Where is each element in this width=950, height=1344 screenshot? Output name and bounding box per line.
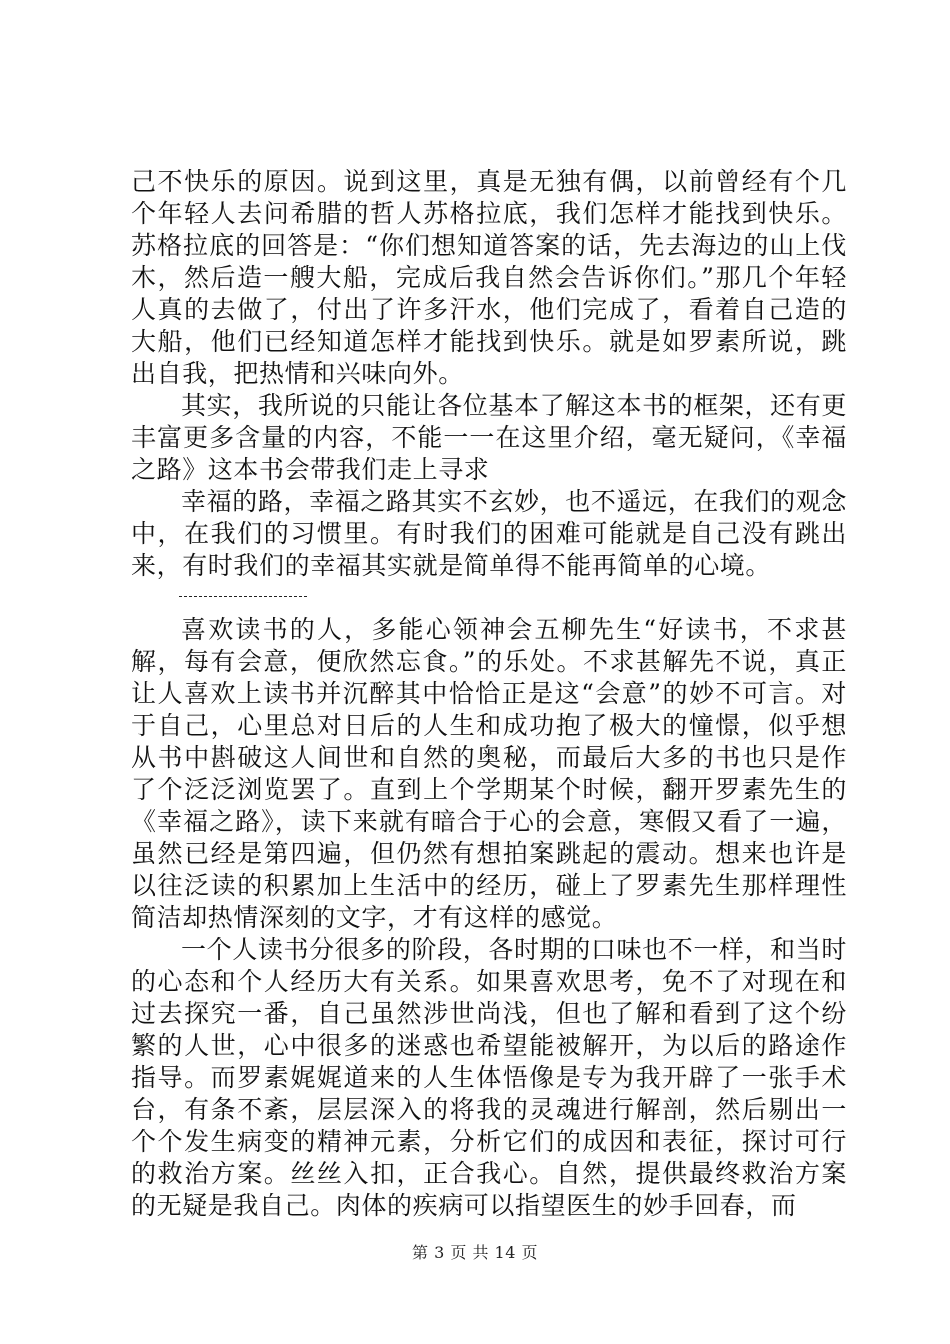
paragraph-book-intro: 其实，我所说的只能让各位基本了解这本书的框架，还有更丰富更多含量的内容，不能一一在这里介绍，毫无疑问，《幸福之路》这本书会带我们走上寻求 [131,391,847,484]
paragraph-happiness-road: 幸福的路，幸福之路其实不玄妙，也不遥远，在我们的观念中，在我们的习惯里。有时我们的困难可能就是自己没有跳出来，有时我们的幸福其实就是简单得不能再简单的心境。 [131,487,847,580]
page-number-footer: 第 3 页 共 14 页 [412,1243,538,1262]
paragraph-continued: 己不快乐的原因。说到这里，真是无独有偶，以前曾经有个几个年轻人去问希腊的哲人苏格拉底，我们怎样才能找到快乐。苏格拉底的回答是：“你们想知道答案的话，先去海边的山上伐木，然后造一艘大船，完成后我自然会告诉你们。”那几个年轻人真的去做了，付出了许多汗水，他们完成了，看着自己造的大船，他们已经知道怎样才能找到快乐。就是如罗素所说，跳出自我，把热情和兴味向外。 [131,167,847,388]
paragraph-reading-joy: 喜欢读书的人，多能心领神会五柳先生“好读书，不求甚解，每有会意，便欣然忘食。”的乐处。不求甚解先不说，真正让人喜欢上读书并沉醉其中恰恰正是这“会意”的妙不可言。对于自己，心里总对日后的人生和成功抱了极大的憧憬，似乎想从书中斟破这人间世和自然的奥秘，而最后大多的书也只是作了个泛泛浏览罢了。直到上个学期某个时候，翻开罗素先生的《幸福之路》，读下来就有暗合于心的会意，寒假又看了一遍，虽然已经是第四遍，但仍然有想拍案跳起的震动。想来也许是以往泛读的积累加上生活中的经历，碰上了罗素先生那样理性简洁却热情深刻的文字，才有这样的感觉。 [131,615,847,932]
paragraph-reading-stages: 一个人读书分很多的阶段，各时期的口味也不一样，和当时的心态和个人经历大有关系。如果喜欢思考，免不了对现在和过去探究一番，自己虽然涉世尚浅，但也了解和看到了这个纷繁的人世，心中很多的迷惑也希望能被解开，为以后的路途作指导。而罗素娓娓道来的人生体悟像是专为我开辟了一张手术台，有条不紊，层层深入的将我的灵魂进行解剖，然后剔出一个个发生病变的精神元素，分析它们的成因和表征，探讨可行的救治方案。丝丝入扣，正合我心。自然，提供最终救治方案的无疑是我自己。肉体的疾病可以指望医生的妙手回春，而 [131,935,847,1220]
section-divider [131,582,847,614]
body-text [131,166,847,1222]
